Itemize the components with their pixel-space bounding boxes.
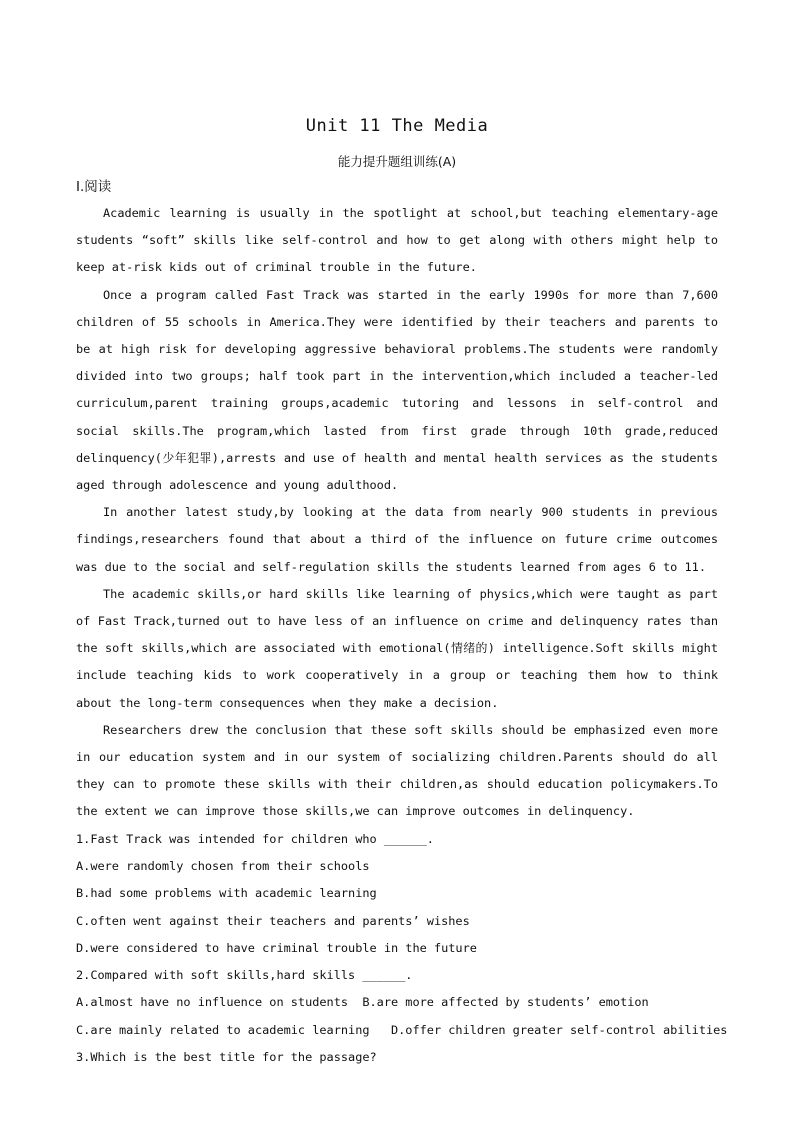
question-2 [76, 962, 728, 1044]
question-3 [76, 1044, 718, 1071]
passage-paragraph-1: Academic learning is usually in the spotlight at school,but teaching elementary-age students “soft” skills like self-control and how to get along with others might help to keep at-risk kids out of criminal trouble in the future. [76, 206, 718, 275]
question-1-option-b: B.had some problems with academic learning [76, 886, 377, 901]
question-2-options-ab: A.almost have no influence on students B.are more affected by students’ emotion [76, 995, 649, 1010]
question-2-options-cd: C.are mainly related to academic learning D.offer children greater self-control abilities [76, 1022, 728, 1037]
section-heading: Ⅰ.阅读 [76, 179, 112, 195]
passage-paragraph-5: Researchers drew the conclusion that these soft skills should be emphasized even more in our education system and in our system of socializing children.Parents should do all they can to promote these skills with their children,as should education policymakers.To the extent we can improve those skills,we can improve outcomes in delinquency. [76, 722, 718, 819]
question-3-stem: 3.Which is the best title for the passage? [76, 1050, 377, 1065]
question-1 [76, 826, 718, 962]
passage-paragraph-4: The academic skills,or hard skills like learning of physics,which were taught as part of Fast Track,turned out to have less of an influence on crime and delinquency rates than the soft skills,which are associated with emotional(情绪的) intelligence.Soft skills might include teaching kids to work cooperatively in a group or teaching them how to think about the long-term consequences when they make a decision. [76, 586, 718, 710]
document-page [76, 112, 728, 1071]
passage-paragraph-3: In another latest study,by looking at the data from nearly 900 students in previous findings,researchers found that about a third of the influence on future crime outcomes was due to the social and self-regulation skills the students learned from ages 6 to 11. [76, 505, 718, 574]
question-2-stem: 2.Compared with soft skills,hard skills ______. [76, 968, 413, 983]
question-1-option-c: C.often went against their teachers and parents’ wishes [76, 913, 470, 928]
passage-paragraph-2: Once a program called Fast Track was started in the early 1990s for more than 7,600 children of 55 schools in America.They were identified by their teachers and parents to be at high risk for developing aggressive behavioral problems.The students were randomly divided into two groups; half took part in the intervention,which included a teacher-led curriculum,parent training groups,academic tutoring and lessons in self-control and social skills.The program,which lasted from first grade through 10th grade,reduced delinquency(少年犯罪),arrests and use of health and mental health services as the students aged through adolescence and young adulthood. [76, 287, 718, 493]
question-1-option-a: A.were randomly chosen from their schools [76, 858, 370, 873]
page-subtitle: 能力提升题组训练(A) [337, 154, 457, 169]
page-title: Unit 11 The Media [305, 116, 489, 136]
question-1-option-d: D.were considered to have criminal trouble in the future [76, 940, 477, 955]
question-1-stem: 1.Fast Track was intended for children who ______. [76, 831, 434, 846]
